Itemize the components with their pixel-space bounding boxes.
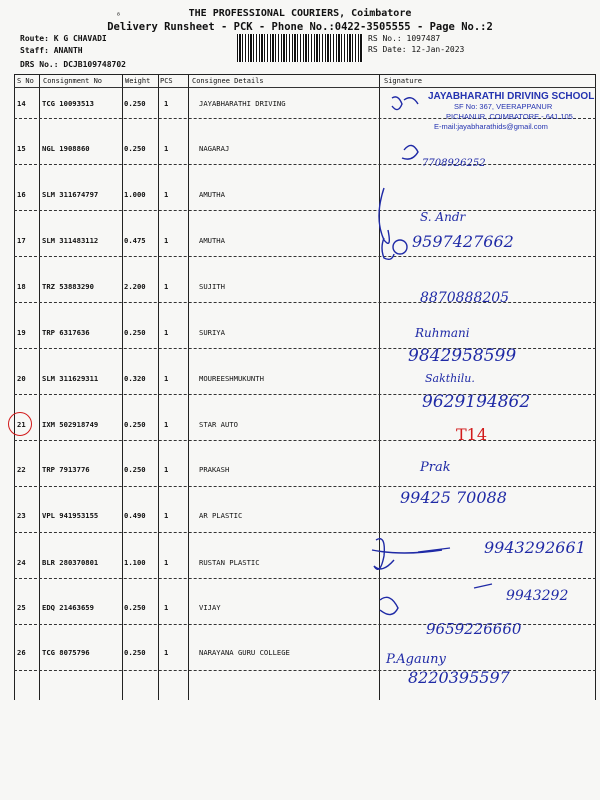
red-circle-mark [8, 412, 32, 436]
row-pcs: 1 [164, 144, 169, 153]
handwritten-mark-21: T14 [456, 425, 488, 444]
handwritten-signature-22: Prak [420, 460, 451, 475]
row-pcs: 1 [164, 420, 169, 429]
row-pcs: 1 [164, 328, 169, 337]
row-pcs: 1 [164, 648, 169, 657]
row-weight: 0.320 [124, 374, 146, 383]
row-consignment: BLR 280370801 [42, 558, 99, 567]
row-sno: 23 [17, 511, 26, 520]
handwritten-phone-20: 9629194862 [422, 392, 531, 412]
row-consignee: AR PLASTIC [199, 511, 243, 520]
rs-number: RS No.: 1097487 [368, 34, 441, 43]
row-sno: 16 [17, 190, 26, 199]
row-weight: 0.250 [124, 603, 146, 612]
row-consignee: SURIYA [199, 328, 225, 337]
row-consignment: SLM 311674797 [42, 190, 99, 199]
row-consignee: RUSTAN PLASTIC [199, 558, 260, 567]
handwritten-signature-26: P.Agauny [386, 652, 446, 667]
row-consignment: TCG 10093513 [42, 99, 94, 108]
drs-number: DRS No.: DCJB109748702 [20, 60, 126, 69]
row-pcs: 1 [164, 190, 169, 199]
stamp-line-2: SF No: 367, VEERAPPANUR [454, 102, 553, 111]
row-consignment: TRZ 53883290 [42, 282, 94, 291]
scan-mark: ⁸ [116, 11, 121, 20]
row-weight: 0.250 [124, 465, 146, 474]
row-weight: 0.475 [124, 236, 146, 245]
row-pcs: 1 [164, 465, 169, 474]
row-pcs: 1 [164, 603, 169, 612]
row-pcs: 1 [164, 99, 169, 108]
row-pcs: 1 [164, 558, 169, 567]
col-header-weight: Weight [125, 77, 151, 85]
row-consignment: SLM 311629311 [42, 374, 99, 383]
row-sno: 17 [17, 236, 26, 245]
col-header-sno: S No [17, 77, 34, 85]
row-consignment: EDQ 21463659 [42, 603, 94, 612]
handwritten-phone-18: 8870888205 [420, 290, 510, 306]
row-consignment: VPL 941953155 [42, 511, 99, 520]
row-pcs: 1 [164, 374, 169, 383]
row-sno: 22 [17, 465, 26, 474]
row-weight: 0.490 [124, 511, 146, 520]
row-sno: 14 [17, 99, 26, 108]
staff-label: Staff: ANANTH [20, 46, 83, 55]
handwritten-phone-24: 9943292661 [484, 538, 586, 557]
stamp-line-3: PICHANUR, COIMBATORE - 641 105. [446, 112, 575, 121]
document-title: THE PROFESSIONAL COURIERS, Coimbatore [188, 8, 412, 19]
row-sno: 24 [17, 558, 26, 567]
row-consignee: PRAKASH [199, 465, 230, 474]
col-header-pcs: PCS [160, 77, 173, 85]
stamp-line-1: JAYABHARATHI DRIVING SCHOOL [428, 91, 595, 102]
row-consignee: NARAYANA GURU COLLEGE [199, 648, 290, 657]
row-consignee: VIJAY [199, 603, 221, 612]
row-consignee: SUJITH [199, 282, 225, 291]
handwritten-phone-26: 8220395597 [408, 668, 510, 687]
row-consignee: JAYABHARATHI DRIVING [199, 99, 286, 108]
row-consignee: NAGARAJ [199, 144, 230, 153]
handwritten-signature-16: S. Andr [420, 210, 466, 224]
row-consignee: STAR AUTO [199, 420, 238, 429]
col-header-consignment: Consignment No [43, 77, 103, 85]
row-sno: 19 [17, 328, 26, 337]
row-sno: 26 [17, 648, 26, 657]
row-consignment: IXM 502918749 [42, 420, 99, 429]
row-weight: 0.250 [124, 648, 146, 657]
runsheet-table [14, 74, 596, 700]
row-consignee: MOUREESHMUKUNTH [199, 374, 264, 383]
row-sno: 18 [17, 282, 26, 291]
row-consignment: TCG 8075796 [42, 648, 90, 657]
row-pcs: 1 [164, 236, 169, 245]
document-subtitle: Delivery Runsheet - PCK - Phone No.:0422-3505555 - Page No.:2 [107, 21, 493, 33]
col-header-consignee: Consignee Details [192, 77, 264, 85]
handwritten-signature-19: Ruhmani [415, 326, 470, 340]
row-consignment: SLM 311483112 [42, 236, 99, 245]
barcode [237, 34, 363, 62]
handwritten-phone-25b: 9659226660 [426, 620, 522, 638]
row-weight: 0.250 [124, 144, 146, 153]
handwritten-phone-19: 9842958599 [408, 346, 517, 366]
row-sno: 15 [17, 144, 26, 153]
handwritten-phone-17: 9597427662 [412, 232, 514, 251]
row-consignee: AMUTHA [199, 190, 225, 199]
row-pcs: 1 [164, 511, 169, 520]
handwritten-phone-25a: 9943292 [506, 588, 569, 604]
row-sno: 20 [17, 374, 26, 383]
rs-date: RS Date: 12-Jan-2023 [368, 45, 465, 54]
col-header-signature: Signature [384, 77, 422, 85]
handwritten-phone-22: 99425 70088 [400, 488, 507, 507]
row-weight: 0.250 [124, 99, 146, 108]
row-pcs: 1 [164, 282, 169, 291]
row-consignment: TRP 7913776 [42, 465, 90, 474]
row-weight: 2.200 [124, 282, 146, 291]
row-sno: 25 [17, 603, 26, 612]
company-stamp [428, 92, 600, 132]
row-weight: 1.000 [124, 190, 146, 199]
row-consignee: AMUTHA [199, 236, 225, 245]
handwritten-signature-20: Sakthilu. [425, 372, 475, 385]
stamp-line-4: E-mail:jayabharathids@gmail.com [434, 122, 548, 131]
row-weight: 0.250 [124, 420, 146, 429]
row-weight: 1.100 [124, 558, 146, 567]
handwritten-phone-15: 7708926252 [422, 158, 486, 169]
row-sno: 21 [17, 420, 26, 429]
route-label: Route: K G CHAVADI [20, 34, 107, 43]
row-consignment: TRP 6317636 [42, 328, 90, 337]
row-weight: 0.250 [124, 328, 146, 337]
row-consignment: NGL 1908860 [42, 144, 90, 153]
